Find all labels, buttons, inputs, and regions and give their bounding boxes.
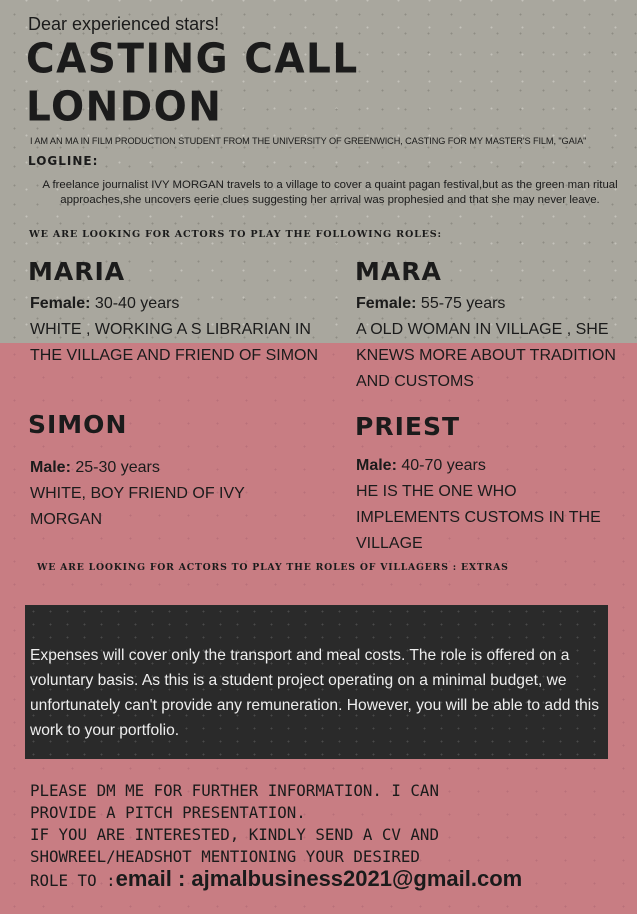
title-line-2: LONDON xyxy=(26,83,223,132)
contact-line: PROVIDE A PITCH PRESENTATION. xyxy=(30,803,306,822)
extras-heading: WE ARE LOOKING FOR ACTORS TO PLAY THE ROLES OF VILLAGERS : EXTRAS xyxy=(37,562,509,573)
role-card-mara xyxy=(356,291,616,395)
contact-email-line xyxy=(30,868,630,892)
role-gender: Male: xyxy=(30,459,71,476)
role-desc: WHITE, BOY FRIEND OF IVY MORGAN xyxy=(30,485,245,528)
contact-line: IF YOU ARE INTERESTED, KINDLY SEND A CV AND xyxy=(30,825,439,844)
role-name-simon: SIMON xyxy=(28,410,128,439)
role-desc: WHITE , WORKING A S LIBRARIAN IN THE VILLAGE AND FRIEND OF SIMON xyxy=(30,321,319,364)
contact-block xyxy=(30,780,630,892)
role-age: 40-70 years xyxy=(401,457,486,474)
title-line-1: CASTING CALL xyxy=(26,35,359,84)
role-gender: Male: xyxy=(356,457,397,474)
contact-line: PLEASE DM ME FOR FURTHER INFORMATION. I CAN xyxy=(30,781,439,800)
role-name-maria: MARIA xyxy=(28,257,126,286)
role-desc: HE IS THE ONE WHO IMPLEMENTS CUSTOMS IN THE VILLAGE xyxy=(356,483,601,552)
intro-text: I AM AN MA IN FILM PRODUCTION STUDENT FROM THE UNIVERSITY OF GREENWICH, CASTING FOR MY MASTER'S FILM, "GAIA" xyxy=(30,136,587,146)
email-address[interactable]: email : ajmalbusiness2021@gmail.com xyxy=(115,866,523,891)
greeting: Dear experienced stars! xyxy=(28,14,220,34)
expenses-text: Expenses will cover only the transport and meal costs. The role is offered on a voluntary basis. As this is a student project operating on a minimal budget, we unfortunately can't provide any remuneration. However, you will be able to add this work to your portfolio. xyxy=(30,647,600,739)
role-age: 30-40 years xyxy=(94,295,180,312)
role-gender: Female: xyxy=(356,295,417,312)
contact-role-prefix: ROLE TO : xyxy=(30,871,116,890)
role-card-priest xyxy=(356,453,606,557)
contact-line: SHOWREEL/HEADSHOT MENTIONING YOUR DESIRED xyxy=(30,847,420,866)
role-name-priest: PRIEST xyxy=(355,412,461,441)
role-desc: A OLD WOMAN IN VILLAGE , SHE KNEWS MORE ABOUT TRADITION AND CUSTOMS xyxy=(356,321,616,390)
role-name-mara: MARA xyxy=(355,257,442,286)
logline-text: A freelance journalist IVY MORGAN travels to a village to cover a quaint pagan festival,but as the green man ritual approaches,she uncovers eerie clues suggesting her arrival was prophesied and that she may never leave. xyxy=(42,179,618,206)
roles-heading: WE ARE LOOKING FOR ACTORS TO PLAY THE FOLLOWING ROLES: xyxy=(29,229,442,240)
role-age: 25-30 years xyxy=(75,459,160,476)
role-card-maria xyxy=(30,291,330,369)
role-card-simon xyxy=(30,455,320,533)
role-gender: Female: xyxy=(30,295,91,312)
role-age: 55-75 years xyxy=(420,295,506,312)
logline-heading: LOGLINE: xyxy=(28,154,99,168)
